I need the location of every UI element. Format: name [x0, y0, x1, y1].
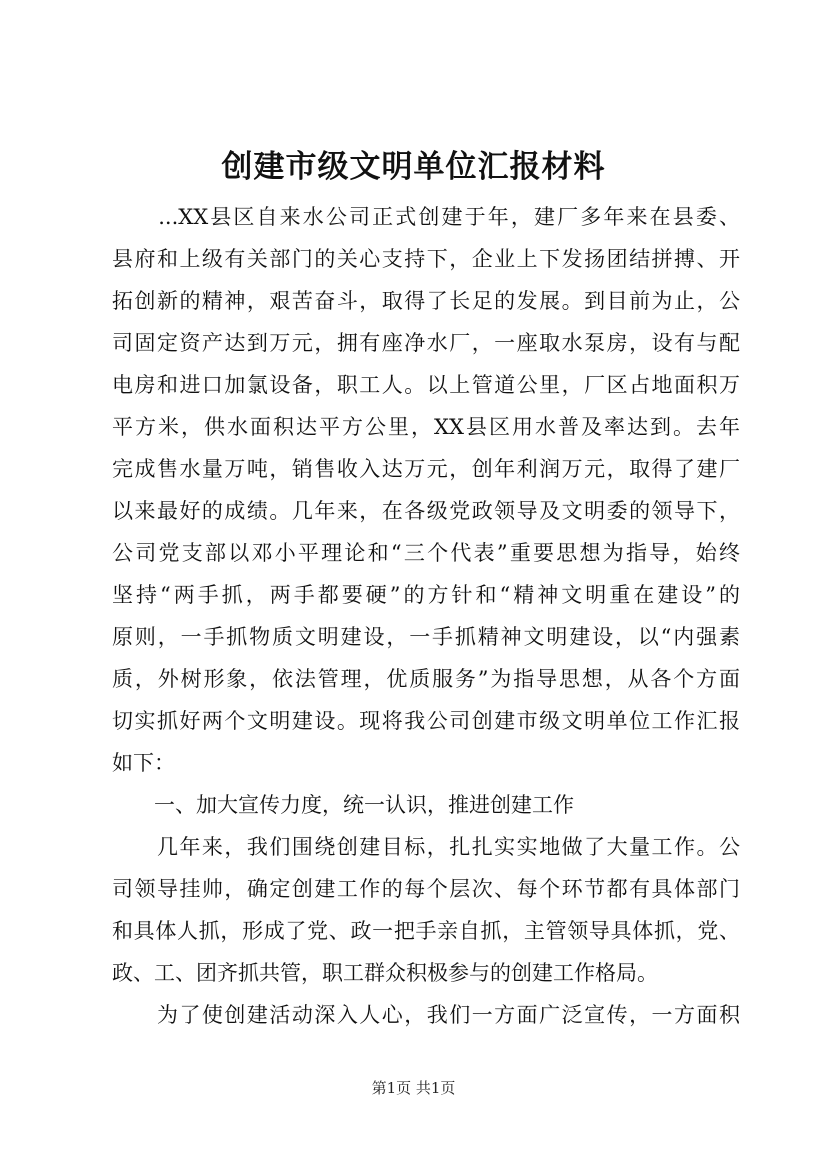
- text-line: 质，外树形象，依法管理，优质服务”为指导思想，从各个方面: [112, 667, 740, 691]
- text-line: 切实抓好两个文明建设。现将我公司创建市级文明单位工作汇报: [112, 709, 740, 733]
- document-body: [112, 196, 740, 1036]
- text-line: 坚持“两手抓，两手都要硬”的方针和“精神文明重在建设”的: [112, 583, 740, 607]
- text-line: 政、工、团齐抓共管，职工群众积极参与的创建工作格局。: [112, 961, 658, 985]
- text-line: ...XX县区自来水公司正式创建于年，建厂多年来在县委、: [112, 205, 740, 229]
- text-line: 拓创新的精神，艰苦奋斗，取得了长足的发展。到目前为止，公: [112, 289, 740, 313]
- text-line: 司领导挂帅，确定创建工作的每个层次、每个环节都有具体部门: [112, 877, 740, 901]
- text-line: 如下：: [112, 751, 175, 775]
- text-line: 为了使创建活动深入人心，我们一方面广泛宣传，一方面积: [112, 1003, 740, 1027]
- text-line: 完成售水量万吨，销售收入达万元，创年利润万元，取得了建厂: [112, 457, 740, 481]
- page-footer: 第1页 共1页: [371, 1079, 456, 1097]
- text-line: 县府和上级有关部门的关心支持下，企业上下发扬团结拼搏、开: [112, 247, 740, 271]
- text-line: 平方米，供水面积达平方公里，XX县区用水普及率达到。去年: [112, 415, 740, 439]
- document-title: 创建市级文明单位汇报材料: [221, 149, 606, 185]
- text-line: 电房和进口加氯设备，职工人。以上管道公里，厂区占地面积万: [112, 373, 740, 397]
- text-line: 司固定资产达到万元，拥有座净水厂，一座取水泵房，设有与配: [112, 331, 740, 355]
- text-line: 一、加大宣传力度，统一认识，推进创建工作: [112, 793, 574, 817]
- text-line: 公司党支部以邓小平理论和“三个代表”重要思想为指导，始终: [112, 541, 740, 565]
- text-line: 原则，一手抓物质文明建设，一手抓精神文明建设，以“内强素: [112, 625, 740, 649]
- text-line: 以来最好的成绩。几年来，在各级党政领导及文明委的领导下，: [112, 499, 740, 523]
- text-line: 几年来，我们围绕创建目标，扎扎实实地做了大量工作。公: [112, 835, 740, 859]
- text-line: 和具体人抓，形成了党、政一把手亲自抓，主管领导具体抓，党、: [112, 919, 740, 943]
